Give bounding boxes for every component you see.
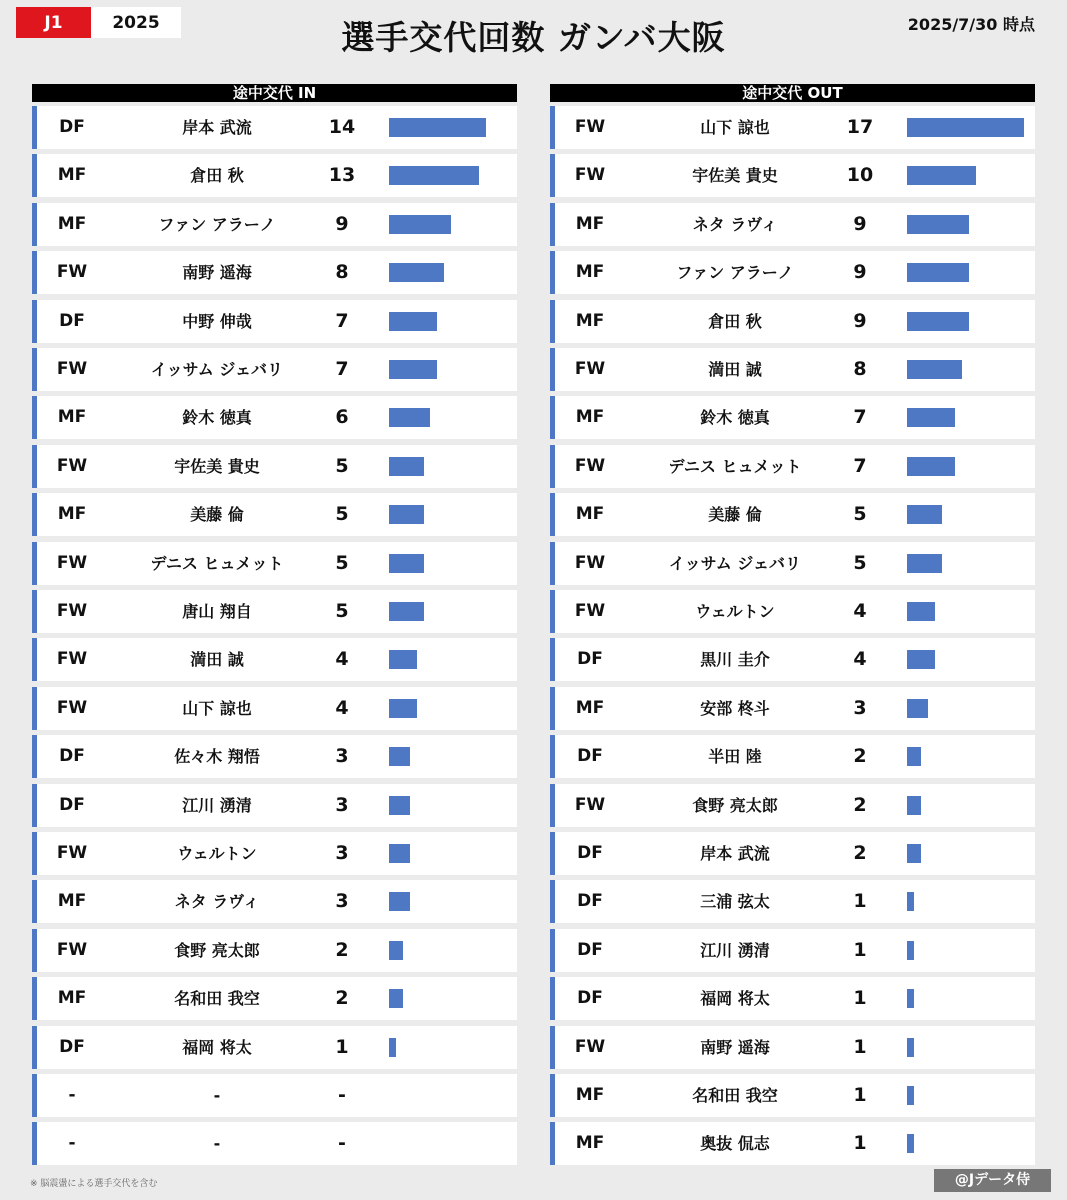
- table-row: [550, 638, 1035, 681]
- bar: [907, 1134, 914, 1153]
- table-row: [550, 542, 1035, 585]
- count-label: 5: [335, 600, 349, 622]
- count-label: 1: [853, 987, 867, 1010]
- count-label: -: [338, 1084, 346, 1106]
- bar: [389, 554, 424, 573]
- table-row: [550, 929, 1035, 972]
- table-row: [550, 445, 1035, 488]
- bar: [907, 844, 921, 863]
- player-name: ウェルトン: [695, 602, 775, 621]
- table-row: [32, 880, 517, 923]
- table-row: [32, 1026, 517, 1069]
- position-label: MF: [57, 504, 87, 525]
- table-row: [550, 1074, 1035, 1117]
- player-name: 食野 亮太郎: [692, 795, 778, 815]
- player-name: 三浦 弦太: [700, 892, 770, 912]
- count-label: 1: [335, 1035, 349, 1058]
- count-label: 1: [853, 1084, 867, 1106]
- position-label: FW: [574, 359, 606, 379]
- position-label: DF: [577, 649, 603, 670]
- position-label: MF: [575, 262, 605, 283]
- table-row: [550, 1026, 1035, 1069]
- bar: [907, 263, 969, 282]
- bar: [389, 166, 479, 185]
- position-label: MF: [575, 504, 605, 525]
- count-label: 6: [335, 406, 349, 429]
- player-name: 宇佐美 貴史: [174, 456, 260, 476]
- player-name: 満田 誠: [708, 360, 762, 379]
- count-label: 4: [335, 696, 349, 719]
- bar: [907, 166, 976, 185]
- count-label: 13: [328, 164, 356, 187]
- table-row: [550, 977, 1035, 1020]
- table-row: [32, 203, 517, 246]
- count-label: 7: [335, 358, 349, 380]
- player-name: 山下 諒也: [700, 118, 770, 137]
- table-row: [550, 396, 1035, 439]
- bar: [907, 699, 928, 718]
- count-label: 2: [335, 938, 349, 961]
- player-name: ウェルトン: [177, 844, 257, 863]
- table-row: [550, 348, 1035, 391]
- position-label: FW: [56, 649, 88, 670]
- table-row: [32, 929, 517, 972]
- player-name: 名和田 我空: [174, 989, 260, 1009]
- count-label: 8: [335, 261, 349, 284]
- position-label: MF: [57, 891, 87, 912]
- table-row: [32, 300, 517, 343]
- count-label: 9: [853, 309, 867, 332]
- count-label: 3: [335, 842, 349, 864]
- position-label: FW: [56, 843, 88, 863]
- player-name: 食野 亮太郎: [174, 940, 260, 960]
- count-label: 8: [853, 358, 867, 380]
- panel-substitution-in: [32, 84, 517, 1155]
- position-label: FW: [574, 552, 606, 573]
- bar: [907, 408, 955, 427]
- player-name: 唐山 翔自: [182, 602, 252, 621]
- position-label: FW: [574, 455, 606, 476]
- bar: [907, 989, 914, 1008]
- table-row: [550, 880, 1035, 923]
- player-name: 南野 遥海: [700, 1037, 770, 1057]
- bar: [389, 747, 410, 766]
- position-label: FW: [56, 455, 88, 476]
- table-row: [550, 784, 1035, 827]
- table-row: [550, 300, 1035, 343]
- table-row: [32, 396, 517, 439]
- player-name: 半田 陸: [708, 747, 762, 767]
- table-row: [32, 687, 517, 730]
- bar: [907, 118, 1024, 137]
- bar: [907, 941, 914, 960]
- count-label: 3: [335, 890, 349, 913]
- position-label: MF: [57, 165, 87, 186]
- player-name: 奥抜 侃志: [700, 1134, 770, 1154]
- count-label: 5: [335, 503, 349, 526]
- table-row: [550, 687, 1035, 730]
- table-row: [32, 106, 517, 149]
- bar: [907, 554, 942, 573]
- bar: [907, 457, 955, 476]
- position-label: MF: [575, 407, 605, 428]
- count-label: 2: [853, 745, 867, 768]
- table-row: [32, 348, 517, 391]
- count-label: 3: [335, 793, 349, 816]
- bar: [907, 312, 969, 331]
- position-label: DF: [59, 1036, 85, 1057]
- player-name: 満田 誠: [190, 650, 244, 670]
- bar: [907, 1038, 914, 1057]
- table-row: [32, 784, 517, 827]
- season-tag: 2025: [91, 7, 181, 38]
- bar: [907, 602, 935, 621]
- panel-header-out: 途中交代 OUT: [550, 84, 1035, 102]
- player-name: 宇佐美 貴史: [692, 166, 778, 186]
- bar: [389, 263, 444, 282]
- player-name: 安部 柊斗: [700, 698, 770, 718]
- player-name: 岸本 武流: [700, 844, 770, 863]
- count-label: 10: [846, 164, 874, 187]
- bar: [389, 360, 437, 379]
- panel-substitution-out: [550, 84, 1035, 1155]
- bar: [907, 650, 935, 669]
- table-row: [32, 832, 517, 875]
- table-row: [550, 106, 1035, 149]
- player-name: ネタ ラヴィ: [692, 214, 778, 234]
- count-label: 2: [335, 987, 349, 1010]
- position-label: FW: [56, 697, 88, 718]
- count-label: 7: [335, 309, 349, 332]
- position-label: FW: [56, 939, 88, 960]
- position-label: FW: [574, 117, 606, 137]
- count-label: 1: [853, 1132, 867, 1155]
- bar: [907, 1086, 914, 1105]
- bar: [389, 844, 410, 863]
- count-label: 3: [335, 745, 349, 768]
- bar: [907, 505, 942, 524]
- player-name: 中野 伸哉: [182, 311, 252, 331]
- position-label: MF: [575, 213, 605, 234]
- count-label: 9: [853, 212, 867, 235]
- bar: [389, 408, 430, 427]
- position-label: FW: [56, 552, 88, 573]
- bar: [389, 118, 486, 137]
- position-label: MF: [575, 1133, 605, 1154]
- table-row: [550, 493, 1035, 536]
- as-of-date: 2025/7/30 時点: [907, 15, 1035, 34]
- bar: [389, 892, 410, 911]
- bar: [389, 1038, 396, 1057]
- player-name: 福岡 将太: [700, 989, 770, 1009]
- count-label: 5: [853, 503, 867, 526]
- position-label: DF: [577, 843, 603, 863]
- bar: [907, 215, 969, 234]
- count-label: 5: [853, 551, 867, 574]
- count-label: 5: [335, 551, 349, 574]
- bar: [907, 892, 914, 911]
- player-name: 美藤 倫: [190, 505, 244, 525]
- count-label: 5: [335, 454, 349, 477]
- count-label: 4: [853, 600, 867, 622]
- position-label: DF: [59, 310, 85, 331]
- player-name: -: [213, 1086, 221, 1105]
- count-label: 1: [853, 890, 867, 913]
- count-label: 1: [853, 1035, 867, 1058]
- player-name: 黒川 圭介: [700, 650, 770, 670]
- bar: [389, 602, 424, 621]
- count-label: 7: [853, 454, 867, 477]
- player-name: ファン アラーノ: [158, 214, 276, 234]
- player-name: 名和田 我空: [692, 1086, 778, 1105]
- bar: [389, 796, 410, 815]
- position-label: MF: [57, 988, 87, 1009]
- bar: [389, 505, 424, 524]
- position-label: DF: [577, 746, 603, 767]
- player-name: 山下 諒也: [182, 698, 252, 718]
- league-tag: J1: [16, 7, 91, 38]
- table-row: [32, 445, 517, 488]
- player-name: 江川 湧清: [700, 940, 770, 960]
- player-name: 鈴木 徳真: [182, 408, 252, 428]
- table-row: [32, 154, 517, 197]
- player-name: デニス ヒュメット: [150, 553, 284, 573]
- table-row: [550, 203, 1035, 246]
- player-name: 倉田 秋: [190, 166, 244, 186]
- player-name: デニス ヒュメット: [668, 456, 802, 476]
- bar: [389, 989, 403, 1008]
- count-label: 14: [328, 116, 356, 138]
- count-label: 3: [853, 696, 867, 719]
- count-label: 4: [853, 648, 867, 671]
- player-name: 岸本 武流: [182, 118, 252, 137]
- table-row: [32, 638, 517, 681]
- bar: [389, 312, 437, 331]
- position-label: FW: [574, 601, 606, 621]
- table-row: [32, 590, 517, 633]
- table-row: [550, 251, 1035, 294]
- player-name: 倉田 秋: [708, 311, 762, 331]
- count-label: 1: [853, 938, 867, 961]
- table-row: [32, 1074, 517, 1117]
- position-label: DF: [577, 988, 603, 1009]
- table-row: [32, 542, 517, 585]
- player-name: 佐々木 翔悟: [174, 747, 260, 767]
- count-label: -: [338, 1132, 346, 1155]
- position-label: MF: [57, 407, 87, 428]
- panel-header-in: 途中交代 IN: [32, 84, 517, 102]
- position-label: -: [68, 1133, 76, 1154]
- count-label: 17: [846, 116, 874, 138]
- bar: [389, 699, 417, 718]
- player-name: イッサム ジェバリ: [150, 360, 284, 379]
- player-name: ネタ ラヴィ: [174, 892, 260, 912]
- position-label: DF: [59, 794, 85, 815]
- position-label: FW: [574, 1036, 606, 1057]
- player-name: 江川 湧清: [182, 795, 252, 815]
- position-label: MF: [57, 213, 87, 234]
- table-row: [550, 832, 1035, 875]
- table-row: [550, 590, 1035, 633]
- page-title: 選手交代回数 ガンバ大阪: [341, 18, 726, 57]
- table-row: [32, 1122, 517, 1165]
- credit-badge: @Jデータ侍: [934, 1169, 1051, 1192]
- position-label: FW: [56, 359, 88, 379]
- table-row: [32, 251, 517, 294]
- position-label: FW: [574, 794, 606, 815]
- bar: [907, 796, 921, 815]
- position-label: DF: [577, 939, 603, 960]
- bar: [389, 457, 424, 476]
- bar: [389, 650, 417, 669]
- position-label: -: [68, 1085, 76, 1105]
- count-label: 7: [853, 406, 867, 429]
- table-row: [32, 977, 517, 1020]
- position-label: MF: [575, 310, 605, 331]
- table-row: [32, 735, 517, 778]
- table-row: [550, 154, 1035, 197]
- count-label: 4: [335, 648, 349, 671]
- position-label: MF: [575, 1085, 605, 1105]
- player-name: 南野 遥海: [182, 263, 252, 283]
- position-label: FW: [56, 262, 88, 283]
- player-name: 福岡 将太: [182, 1037, 252, 1057]
- table-row: [550, 735, 1035, 778]
- position-label: MF: [575, 697, 605, 718]
- player-name: 美藤 倫: [708, 505, 762, 525]
- footnote: ※ 脳震盪による選手交代を含む: [30, 1179, 158, 1189]
- player-name: 鈴木 徳真: [700, 408, 770, 428]
- player-name: -: [213, 1134, 221, 1154]
- table-row: [550, 1122, 1035, 1165]
- player-name: ファン アラーノ: [676, 263, 794, 283]
- table-row: [32, 493, 517, 536]
- player-name: イッサム ジェバリ: [668, 553, 802, 573]
- bar: [389, 215, 451, 234]
- position-label: FW: [574, 165, 606, 186]
- count-label: 2: [853, 793, 867, 816]
- position-label: FW: [56, 601, 88, 621]
- count-label: 9: [335, 212, 349, 235]
- position-label: DF: [577, 891, 603, 912]
- bar: [389, 941, 403, 960]
- bar: [907, 360, 962, 379]
- position-label: DF: [59, 117, 85, 137]
- bar: [907, 747, 921, 766]
- position-label: DF: [59, 746, 85, 767]
- count-label: 2: [853, 842, 867, 864]
- count-label: 9: [853, 261, 867, 284]
